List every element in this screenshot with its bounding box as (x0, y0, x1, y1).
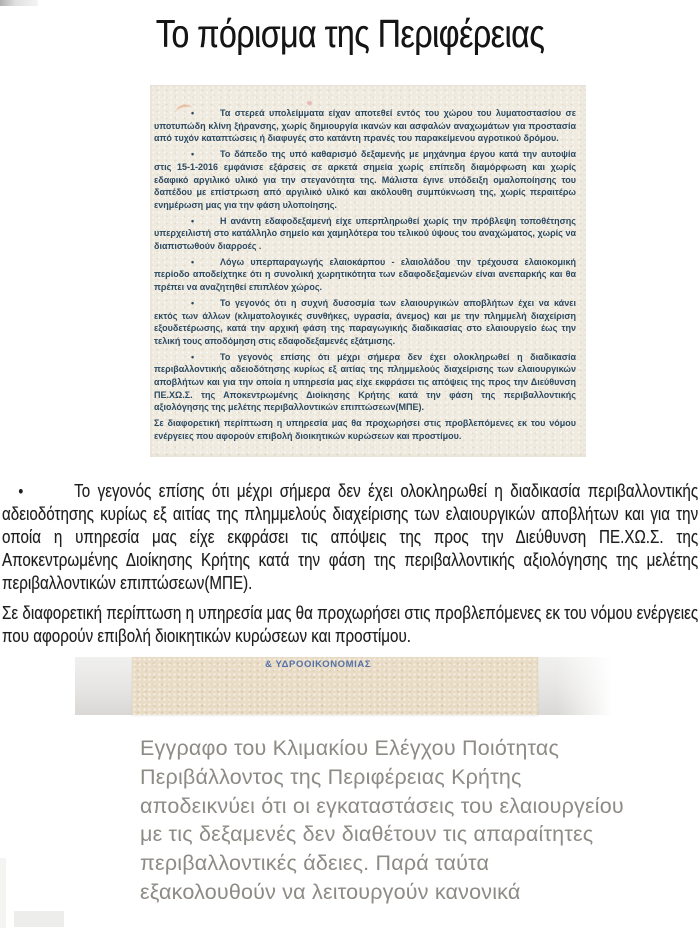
excerpt-paragraph: Το γεγονός επίσης ότι μέχρι σήμερα δεν έχει ολοκληρωθεί η διαδικασία περιβαλλοντικής αδειοδότησης κυρίως εξ αιτίας της πλημμελούς διαχείρισης των ελαιουργικών αποβλήτων και για την οποία η υπηρεσία μας είχε εκφράσει τις απόψεις της προς την Διεύθυνση ΠΕ.ΧΩ.Σ. της Αποκεντρωμένης Διοίκησης Κρήτης κατά την φάση της περιβαλλοντικής αξιολόγησης της μελέτης περιβαλλοντικών επιπτώσεων(ΜΠΕ). (2, 480, 699, 593)
scan-paragraph (154, 148, 576, 212)
letterhead-strip (75, 657, 612, 715)
photo-caption (140, 734, 624, 907)
scan-paragraph-text: Λόγω υπερπαραγωγής ελαιοκάρπου - ελαιολάδου την τρέχουσα ελαιοκομική περίοδο αποδείχτηκε ότι η συνολική χωρητικότητα των εδαφοδεξαμενών είναι ανεπαρκής και θα πρέπει να αναζητηθεί επιπλέον χώρος. (154, 256, 576, 293)
bullet-marker: • (191, 297, 195, 308)
scan-paragraph (154, 351, 576, 415)
scanned-document-text (154, 107, 576, 443)
scan-artifact (0, 0, 38, 6)
scan-paragraph (154, 256, 576, 294)
bullet-marker: • (191, 149, 195, 160)
scan-paragraph-text: Το δάπεδο της υπό καθαρισμό δεξαμενής με μηχάνημα έργου κατά την αυτοψία στις 15-1-2016 εμφάνισε εξάρσεις σε αρκετά σημεία χωρίς επίπεδη διαμόρφωση και χωρίς εδαφικό αργιλικό υλικό για την στεγανότητα της. Μάλιστα έγινε υπόδειξη ομαλοποίησης του δαπέδου με επίστρωση από αργιλικό υλικό και ακόλουθη συμπύκνωση της, χωρίς περαιτέρω ενημέρωση μας για την φάση υλοποίησης. (154, 149, 576, 210)
scan-paragraph: Σε διαφορετική περίπτωση η υπηρεσία μας θα προχωρήσει στις προβλεπόμενες εκ του νόμου ενέργειες που αφορούν επιβολή διοικητικών κυρώσεων και προστίμου. (154, 418, 576, 441)
caption-line: Εγγραφο του Κλιμακίου Ελέγχου Ποιότητας (140, 736, 560, 760)
scan-artifact (0, 858, 6, 928)
caption-line: περιβαλλοντικές άδειες. Παρά ταύτα (140, 851, 490, 876)
letterhead-paper (132, 657, 538, 715)
bullet-marker: • (191, 215, 195, 226)
scan-paragraph-text: Το γεγονός επίσης ότι μέχρι σήμερα δεν έχει ολοκληρωθεί η διαδικασία περιβαλλοντικής αδειοδότησης κυρίως εξ αιτίας της πλημμελούς διαχείρισης των ελαιουργικών αποβλήτων και για την οποία η υπηρεσία μας είχε εκφράσει τις απόψεις της προς την Διεύθυνση ΠΕ.ΧΩ.Σ. της Αποκεντρωμένης Διοίκησης Κρήτης κατά την φάση της περιβαλλοντικής αξιολόγησης της μελέτης περιβαλλοντικών επιπτώσεων(ΜΠΕ). (154, 351, 576, 413)
letterhead-text: & ΥΔΡΟΟΙΚΟΝΟΜΙΑΣ (265, 659, 372, 670)
scan-artifact (307, 101, 312, 105)
scan-artifact (14, 911, 64, 927)
report-excerpt (2, 479, 698, 647)
caption-line: με τις δεξαμενές δεν διαθέτουν τις απαραίτητες (140, 822, 594, 847)
caption-line: εξακολουθούν να λειτουργούν κανονικά (140, 879, 521, 904)
bullet-marker: • (191, 256, 195, 267)
scanned-document (150, 85, 586, 457)
bullet-marker: • (191, 108, 195, 118)
scan-paragraph-text: Το γεγονός ότι η συχνή δυσοσμία των ελαιουργικών αποβλήτων έχει να κάνει εκτός των άλλων (κλιματολογικές συνθήκες, υγρασία, άνεμος) και με την πλημμελή διαχείριση εξουδετέρωσης, κατά την αρχική φάση της παραγωγικής διαδικασίας στο ελαιουργείο έως την τελική τους αποδόμηση στις εδαφοδεξαμενές εξάτμισης. (154, 297, 576, 346)
caption-line: Περιβάλλοντος της Περιφέρειας Κρήτης (140, 764, 522, 789)
scan-paragraph-text: Τα στερεά υπολείμματα είχαν αποτεθεί εντός του χώρου του λυματοστασίου σε υποτυπώδη κλίνη ξήρανσης, χωρίς δημιουργία ικανών και ασφαλών αναχωμάτων για προστασία από τυχόν καταπτώσεις ή διαφυγές στο κατάντη πρανές του παρακείμενου αγροτικού δρόμου. (154, 108, 576, 144)
scan-paragraph (154, 215, 576, 253)
scan-paragraph (154, 107, 576, 145)
bullet-marker: • (18, 482, 24, 501)
excerpt-paragraph: Σε διαφορετική περίπτωση η υπηρεσία μας θα προχωρήσει στις προβλεπόμενες εκ του νόμου ενέργειες που αφορούν επιβολή διοικητικών κυρώσεων και προστίμου. (2, 602, 699, 646)
bullet-marker: • (191, 351, 195, 362)
scan-paragraph-text: Η ανάντη εδαφοδεξαμενή είχε υπερπληρωθεί χωρίς την πρόβλεψη τοποθέτησης υπερχειλιστή στο κατάλληλο σημείο και χαμηλότερα του τελικού ύψους του αναχώματος, χωρίς να διαπιστωθούν διαρροές . (154, 215, 576, 252)
caption-line: αποδεικνύει ότι οι εγκαταστάσεις του ελαιουργείου (140, 793, 624, 818)
page-title: Το πόρισμα της Περιφέρειας (155, 13, 545, 56)
scan-paragraph (154, 297, 576, 348)
